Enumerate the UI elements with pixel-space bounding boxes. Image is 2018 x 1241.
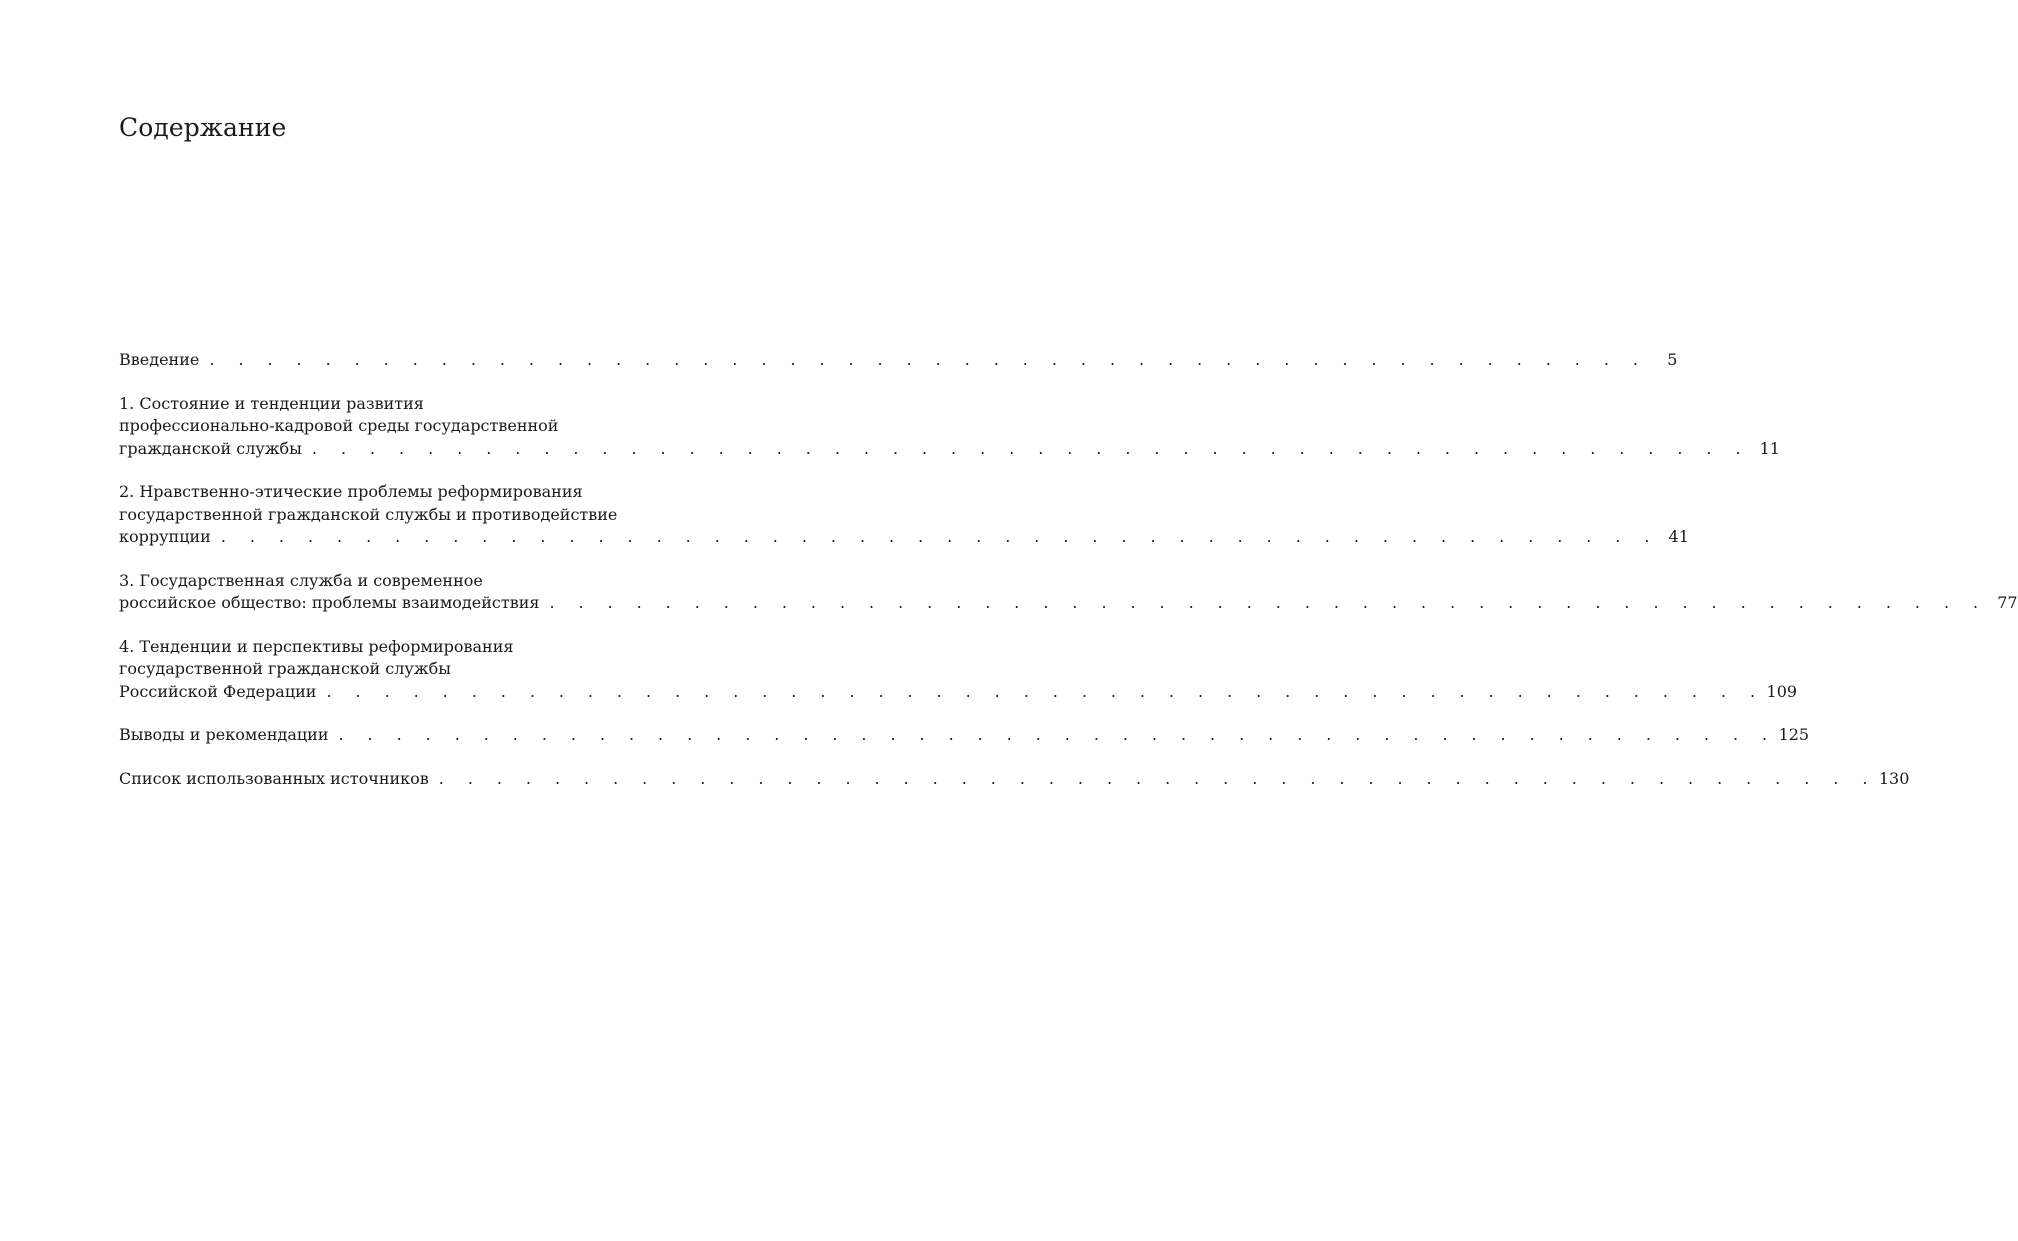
toc-entry-title: Список использованных источников <box>119 768 429 788</box>
toc-entry-conclusions[interactable] <box>119 724 1810 747</box>
toc-entry-title: 3. Государственная служба и современное <box>119 570 483 590</box>
toc-page-number: 11 <box>1759 438 1780 458</box>
toc-entry-title: Выводы и рекомендации <box>119 725 329 744</box>
toc-entry-title: профессионально-кадровой среды государственной <box>119 416 559 435</box>
toc-dot-leader: . . . . . . . . . . . . . . . . . . . . . . . . . . . . . . . . . . . . . . . . . . . . . . . . . . <box>338 725 1777 744</box>
toc-entry-title: Введение <box>119 350 200 369</box>
toc-entry-references[interactable] <box>119 768 1910 791</box>
toc-entry-title: коррупции <box>119 527 211 546</box>
toc-entry-line <box>119 592 2018 615</box>
toc-entry-chapter-3[interactable] <box>119 570 2018 615</box>
toc-entry-title: государственной гражданской службы <box>119 659 451 678</box>
toc-entry-line <box>119 349 1678 372</box>
toc-entry-title: 1. Состояние и тенденции развития <box>119 393 424 413</box>
toc-entry-title: государственной гражданской службы и противодействие <box>119 504 618 524</box>
toc-page-number: 130 <box>1878 768 1910 788</box>
toc-entry-chapter-2[interactable] <box>119 481 1689 549</box>
toc-page-number: 5 <box>1667 350 1678 369</box>
toc-entry-title: 2. Нравственно-этические проблемы реформирования <box>119 482 583 501</box>
toc-entry-line <box>119 724 1810 747</box>
toc-entry-line <box>119 681 1798 704</box>
toc-dot-leader: . . . . . . . . . . . . . . . . . . . . . . . . . . . . . . . . . . . . . . . . . . . . . . . . . . <box>220 527 1659 546</box>
toc-page-number: 77 <box>1997 593 2018 612</box>
toc-entry-line <box>119 768 1910 791</box>
toc-entry-line <box>119 438 1780 461</box>
toc-page-number: 109 <box>1766 681 1798 701</box>
toc-page-number: 41 <box>1668 527 1689 546</box>
toc-entry-title: российское общество: проблемы взаимодействия <box>119 593 540 612</box>
table-of-contents <box>119 349 2018 811</box>
toc-entry-title: гражданской службы <box>119 438 302 458</box>
toc-entry-line <box>119 526 1689 549</box>
toc-entry-chapter-4[interactable] <box>119 636 1798 704</box>
toc-entry-chapter-1[interactable] <box>119 393 1780 461</box>
toc-entry-title: 4. Тенденции и перспективы реформирования <box>119 636 514 656</box>
toc-entry-title: Российской Федерации <box>119 681 317 701</box>
toc-dot-leader: . . . . . . . . . . . . . . . . . . . . . . . . . . . . . . . . . . . . . . . . . . . . . . . . . . <box>549 593 1988 612</box>
toc-dot-leader: . . . . . . . . . . . . . . . . . . . . . . . . . . . . . . . . . . . . . . . . . . . . . . . . . . <box>311 438 1750 458</box>
page-title: Содержание <box>119 113 287 142</box>
toc-dot-leader: . . . . . . . . . . . . . . . . . . . . . . . . . . . . . . . . . . . . . . . . . . . . . . . . . . <box>209 350 1648 369</box>
toc-dot-leader: . . . . . . . . . . . . . . . . . . . . . . . . . . . . . . . . . . . . . . . . . . . . . . . . . . <box>326 681 1765 701</box>
toc-entry-introduction[interactable] <box>119 349 1678 372</box>
toc-page-number: 125 <box>1778 725 1810 744</box>
toc-dot-leader: . . . . . . . . . . . . . . . . . . . . . . . . . . . . . . . . . . . . . . . . . . . . . . . . . . <box>438 768 1877 788</box>
